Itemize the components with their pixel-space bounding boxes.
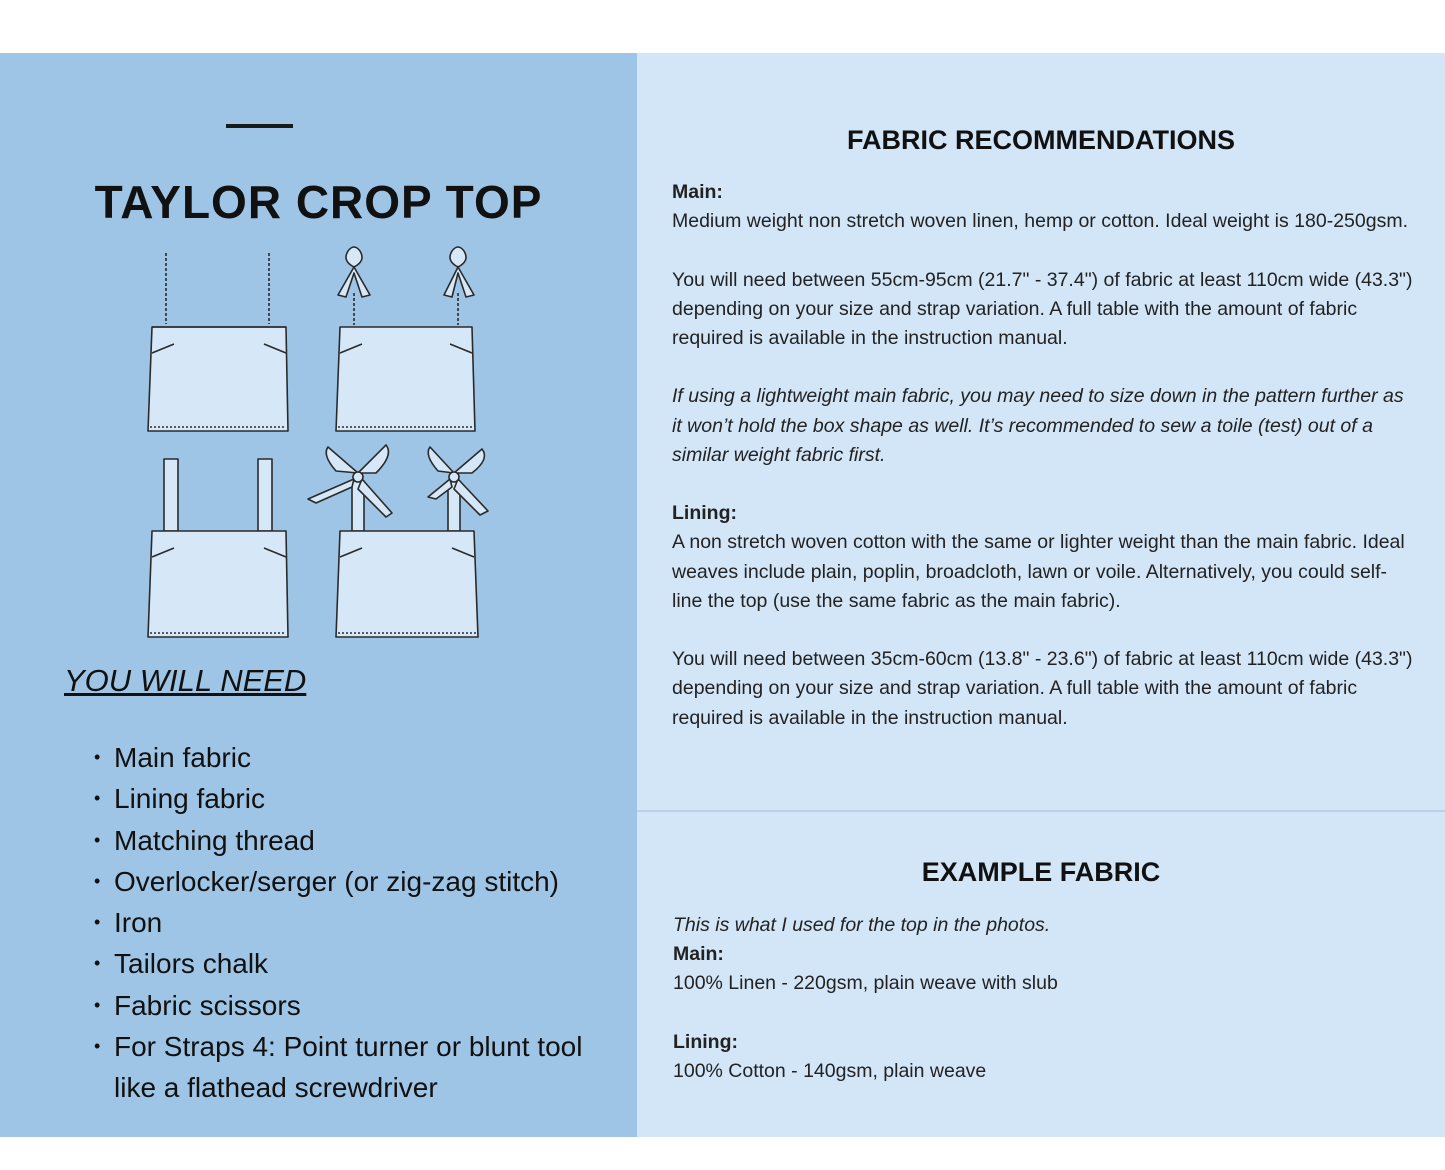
example-fabric-body [673, 911, 1418, 1086]
example-main-label: Main: [673, 943, 724, 966]
fabric-recommendations-body [672, 178, 1417, 733]
list-item: • Overlocker/serger (or zig-zag stitch) [94, 861, 614, 902]
example-lining-text: 100% Cotton - 140gsm, plain weave [673, 1060, 987, 1082]
drawing-bow-straps [308, 445, 488, 637]
example-fabric-heading: EXAMPLE FABRIC [921, 857, 1161, 887]
example-intro: This is what I used for the top in the photos. [673, 914, 1051, 936]
section-divider [637, 810, 1445, 812]
drawing-wide-straps [148, 459, 288, 637]
list-item: • For Straps 4: Point turner or blunt tool like a flathead screwdriver [94, 1026, 614, 1109]
pattern-title: TAYLOR CROP TOP [94, 176, 543, 228]
fabric-recommendations-heading: FABRIC RECOMMENDATIONS [847, 125, 1235, 155]
brand-logo-mark [226, 124, 293, 128]
you-will-need-heading: YOU WILL NEED [64, 663, 307, 698]
right-panel [637, 53, 1445, 1137]
lining-fabric-amount: You will need between 35cm-60cm (13.8" - 23.6") of fabric at least 110cm wide (43.3") depending on your size and strap variation. A full table with the amount of fabric required is available in the instruction manual. [672, 648, 1413, 729]
list-item: • Tailors chalk [94, 943, 614, 984]
lining-label: Lining: [672, 502, 737, 525]
left-panel [0, 53, 637, 1137]
lining-fabric-text: A non stretch woven cotton with the same or lighter weight than the main fabric. Ideal weaves include plain, poplin, broadcloth, lawn or voile. Alternatively, you could self-line the top (use the same fabric as the main fabric). [672, 531, 1405, 612]
main-fabric-note: If using a lightweight main fabric, you may need to size down in the pattern further as it won’t hold the box shape as well. It’s recommended to sew a toile (test) out of a similar weight fabric first. [672, 385, 1404, 466]
technical-drawings [140, 241, 500, 651]
drawing-tie-straps [336, 247, 475, 431]
main-fabric-text: Medium weight non stretch woven linen, hemp or cotton. Ideal weight is 180-250gsm. [672, 210, 1408, 233]
pattern-info-sheet [0, 53, 1445, 1137]
example-lining-label: Lining: [673, 1030, 738, 1053]
main-fabric-amount: You will need between 55cm-95cm (21.7" - 37.4") of fabric at least 110cm wide (43.3") depending on your size and strap variation. A full table with the amount of fabric required is available in the instruction manual. [672, 268, 1413, 349]
list-item: • Matching thread [94, 820, 614, 861]
list-item: • Fabric scissors [94, 985, 614, 1026]
list-item: • Main fabric [94, 737, 614, 778]
list-item: • Iron [94, 902, 614, 943]
main-label: Main: [672, 181, 723, 203]
list-item: • Lining fabric [94, 778, 614, 819]
supplies-list [94, 737, 614, 1109]
drawing-thin-straps [148, 253, 288, 431]
example-main-text: 100% Linen - 220gsm, plain weave with slub [673, 972, 1058, 995]
